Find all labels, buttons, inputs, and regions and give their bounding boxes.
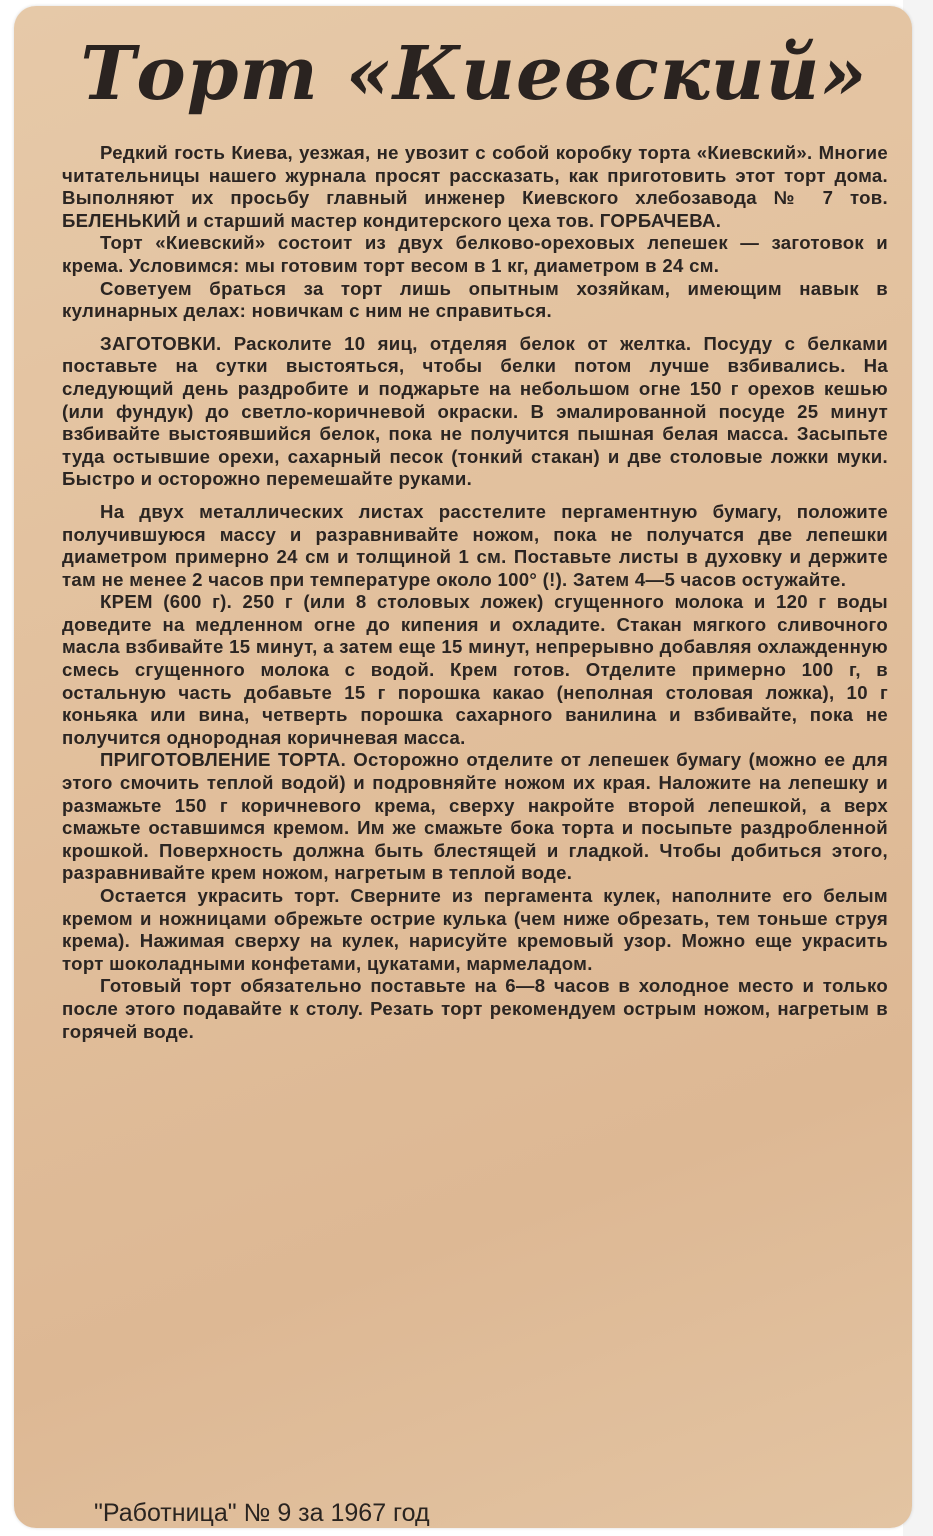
article-title: Торт «Киевский»: [80, 31, 868, 117]
paragraph-preparations: ЗАГОТОВКИ. Расколите 10 яиц, отделяя белок от желтка. Посуду с белками поставьте на сутки выстояться, чтобы белки потом лучше взбивались. На следующий день раздробите и поджарьте на небольшом огне 150 г орехов кешью (или фундук) до светло-коричневой окраски. В эмалированной посуде 25 минут взбивайте выстоявшийся белок, пока не получится пышная белая масса. Засыпьте туда остывшие орехи, сахарный песок (тонкий стакан) и две столовые ложки муки. Быстро и осторожно перемешайте руками.: [62, 332, 888, 490]
source-caption: "Работница" № 9 за 1967 год: [94, 1499, 430, 1527]
paragraph-cream: КРЕМ (600 г). 250 г (или 8 столовых ложек) сгущенного молока и 120 г воды доведите на медленном огне до кипения и охладите. Стакан мягкого сливочного масла взбивайте 15 минут, а затем еще 15 минут, непрерывно добавляя охлажденную смесь сгущенного молока с водой. Крем готов. Отделите примерно 100 г, в остальную часть добавьте 15 г порошка какао (неполная столовая ложка), 10 г коньяка или вина, четверть порошка сахарного ванилина и взбивайте, пока не получится однородная коричневая масса.: [62, 591, 888, 748]
paragraph-assembly: ПРИГОТОВЛЕНИЕ ТОРТА. Осторожно отделите от лепешек бумагу (можно ее для этого смочить теплой водой) и подровняйте ножом их края. Наложите на лепешку и размажьте 150 г коричневого крема, сверху накройте второй лепешкой, а верх смажьте оставшимся кремом. Им же смажьте бока торта и посыпьте раздробленной крошкой. Поверхность должна быть блестящей и гладкой. Чтобы добиться этого, разравнивайте крем ножом, нагретым в теплой воде.: [62, 749, 888, 884]
paragraph-composition: Торт «Киевский» состоит из двух белково-ореховых лепешек — заготовок и крема. Условимся: мы готовим торт весом в 1 кг, диаметром в 24 см.: [62, 232, 888, 276]
paragraph-decoration: Остается украсить торт. Сверните из пергамента кулек, наполните его белым кремом и ножницами обрежьте острие кулька (чем ниже обрезать, тем тоньше струя крема). Нажимая сверху на кулек, нарисуйте кремовый узор. Можно еще украсить торт шоколадными конфетами, цукатами, мармеладом.: [62, 885, 888, 974]
paragraph-baking: На двух металлических листах расстелите пергаментную бумагу, положите получившуюся массу и разравнивайте ножом, пока не получатся две лепешки диаметром примерно 24 см и толщиной 1 см. Поставьте листы в духовку и держите там не менее 2 часов при температуре около 100° (!). Затем 4—5 часов остужайте.: [62, 500, 888, 590]
paragraph-intro: Редкий гость Киева, уезжая, не увозит с собой коробку торта «Киевский». Многие читательницы нашего журнала просят рассказать, как приготовить этот торт дома. Выполняют их просьбу главный инженер Киевского хлебозавода № 7 тов. БЕЛЕНЬКИЙ и старший мастер кондитерского цеха тов. ГОРБАЧЕВА.: [62, 142, 888, 231]
paragraph-advice: Советуем браться за торт лишь опытным хозяйкам, имеющим навык в кулинарных делах: новичкам с ним не справиться.: [62, 277, 888, 322]
paragraph-serving: Готовый торт обязательно поставьте на 6—8 часов в холодное место и только после этого подавайте к столу. Резать торт рекомендуем острым ножом, нагретым в горячей воде.: [62, 975, 888, 1042]
article-body: [62, 142, 888, 1043]
newspaper-clipping: [14, 6, 912, 1528]
